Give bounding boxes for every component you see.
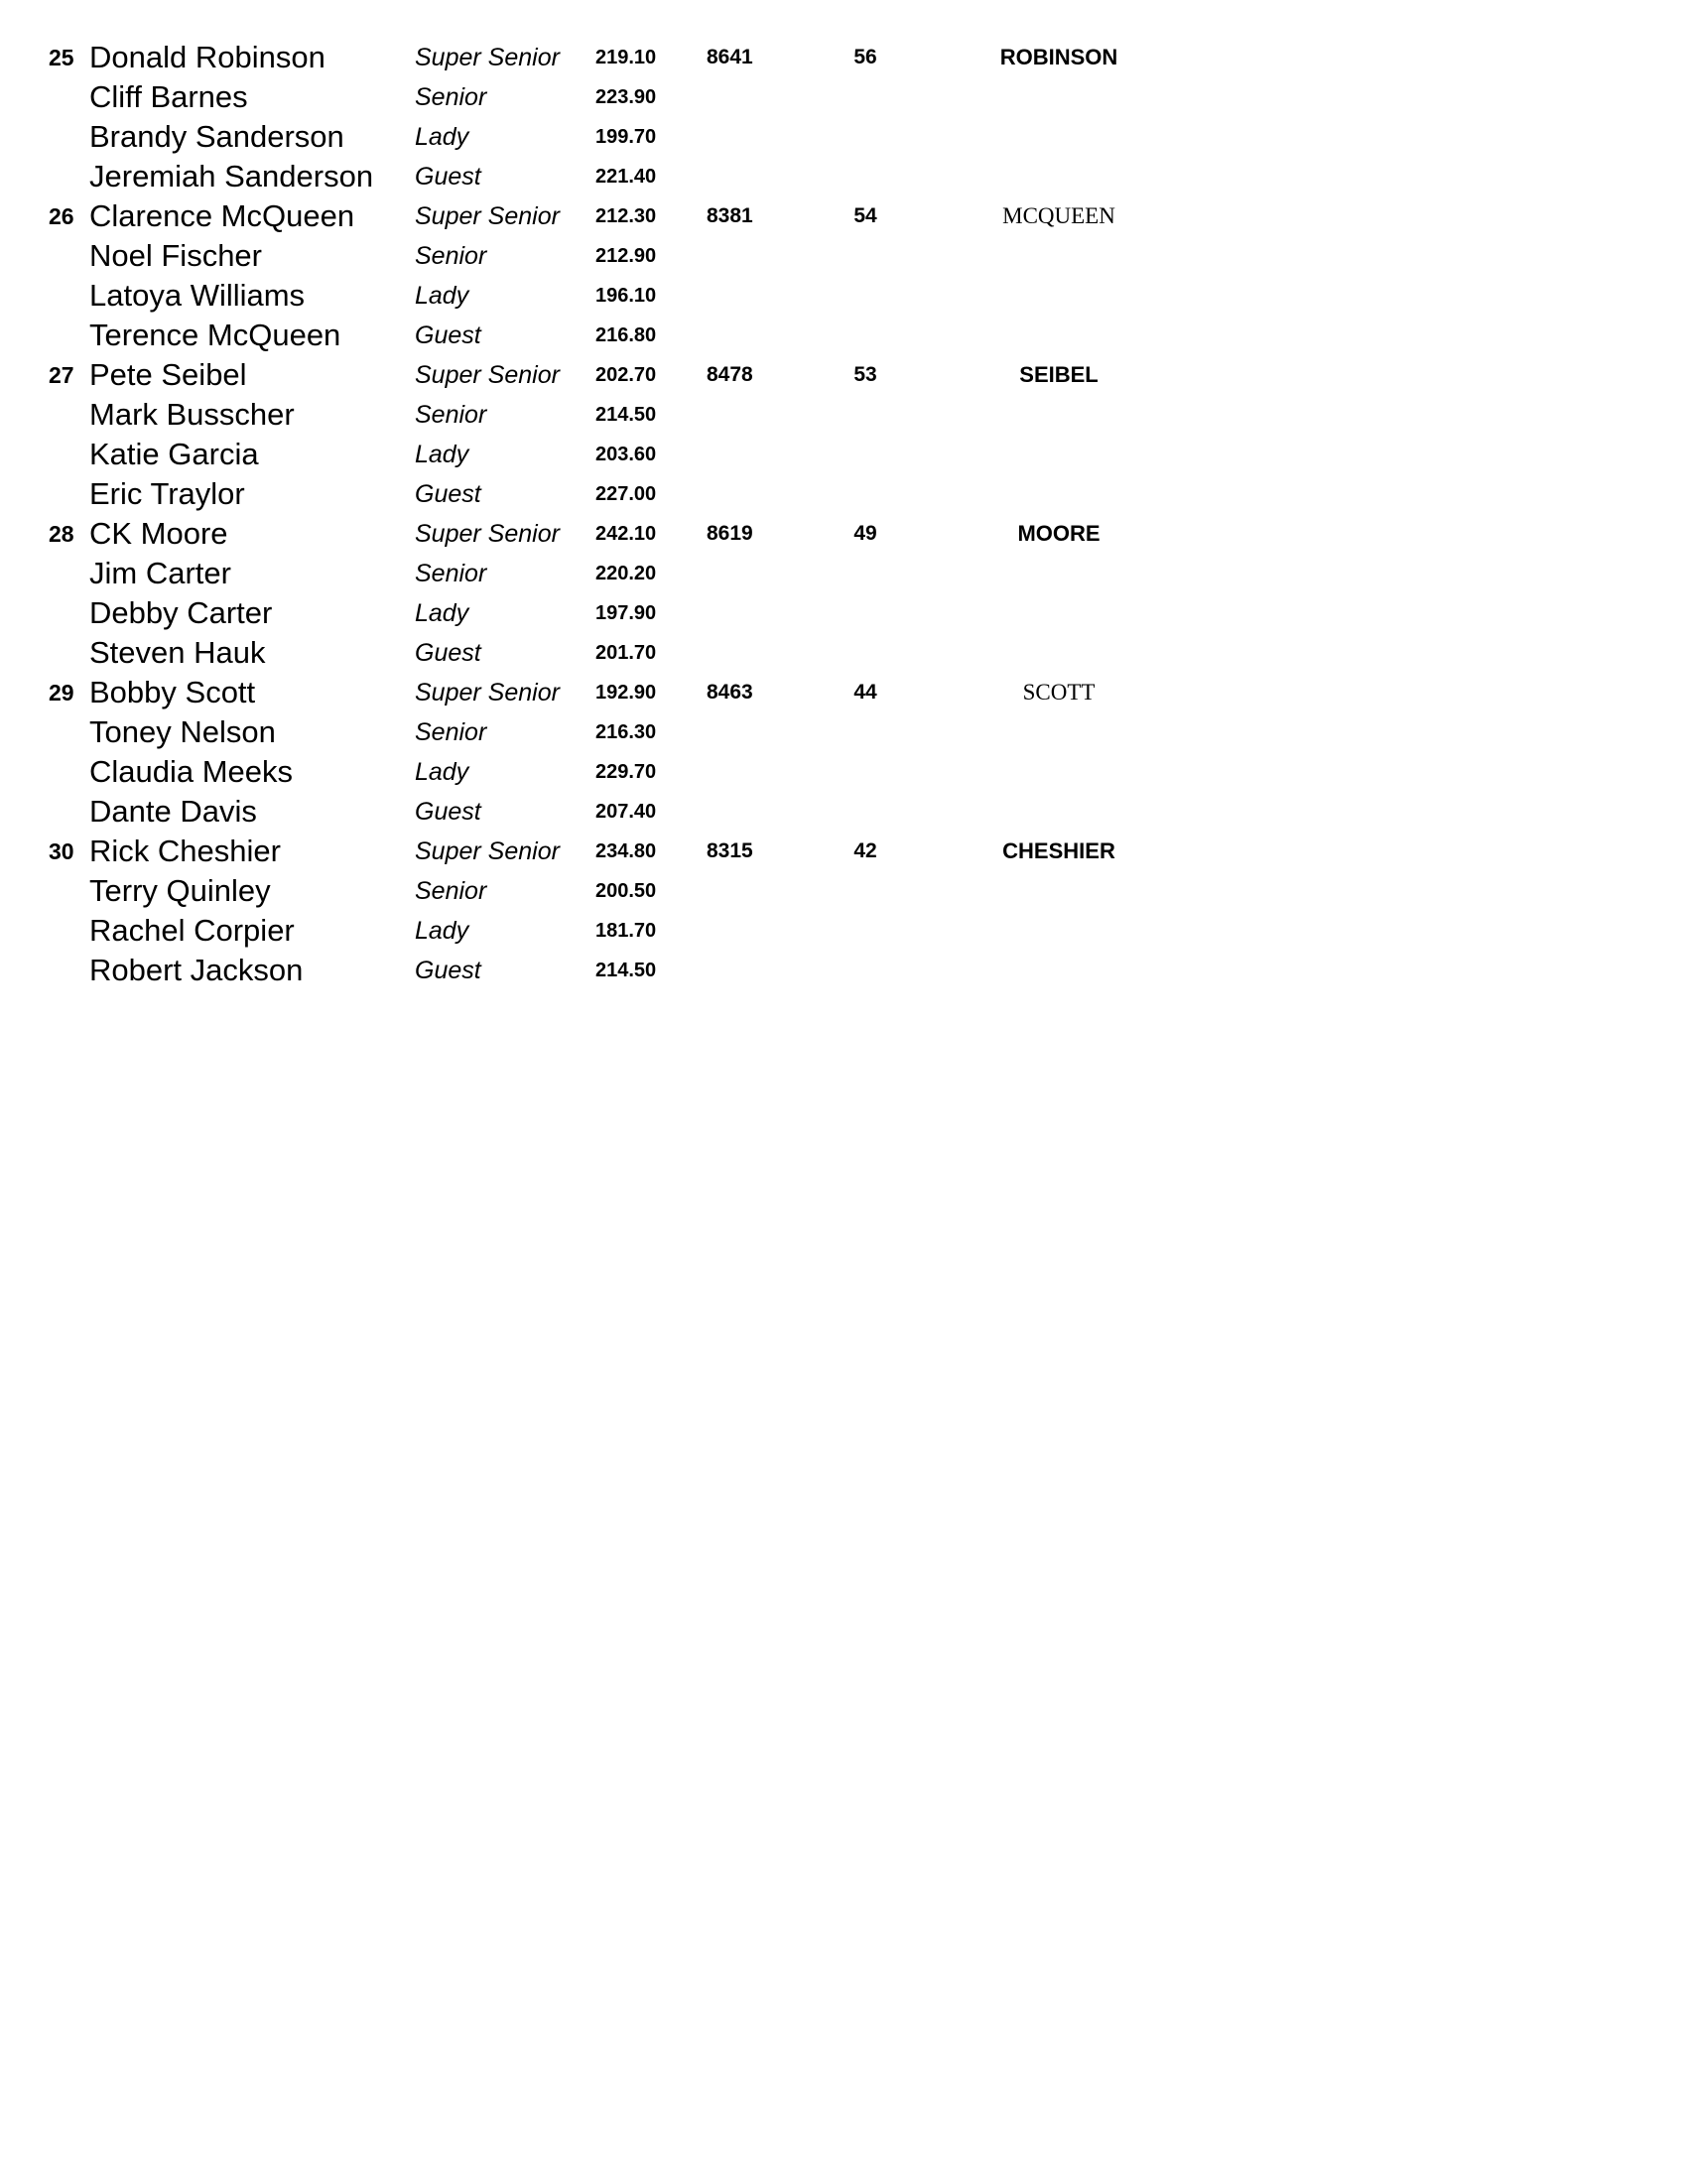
player-category: Guest bbox=[415, 957, 481, 984]
player-row bbox=[0, 236, 1688, 276]
team-rank: 25 bbox=[49, 45, 74, 70]
player-row bbox=[0, 911, 1688, 951]
player-row bbox=[0, 871, 1688, 911]
player-score: 212.90 bbox=[595, 245, 657, 267]
player-row bbox=[0, 752, 1688, 792]
team-rank: 26 bbox=[49, 203, 74, 229]
player-row bbox=[0, 474, 1688, 514]
player-row bbox=[0, 792, 1688, 832]
player-name: CK Moore bbox=[89, 516, 228, 551]
player-row bbox=[0, 117, 1688, 157]
player-name: Noel Fischer bbox=[89, 238, 262, 273]
team-row bbox=[0, 196, 1688, 236]
team-row bbox=[0, 673, 1688, 712]
player-name: Latoya Williams bbox=[89, 278, 306, 313]
player-name: Dante Davis bbox=[89, 794, 257, 829]
player-score: 214.50 bbox=[595, 404, 657, 426]
player-category: Super Senior bbox=[415, 202, 560, 230]
player-category: Super Senior bbox=[415, 679, 560, 707]
team-points: 42 bbox=[853, 839, 877, 862]
player-name: Robert Jackson bbox=[89, 953, 304, 987]
player-row bbox=[0, 157, 1688, 196]
team-total: 8463 bbox=[707, 681, 753, 704]
player-category: Guest bbox=[415, 163, 481, 191]
player-score: 207.40 bbox=[595, 801, 657, 823]
team-rank: 27 bbox=[49, 362, 74, 388]
player-score: 220.20 bbox=[595, 563, 657, 584]
player-score: 200.50 bbox=[595, 880, 657, 902]
player-category: Lady bbox=[415, 123, 469, 151]
player-row bbox=[0, 593, 1688, 633]
player-category: Guest bbox=[415, 321, 481, 349]
player-score: 214.50 bbox=[595, 960, 657, 981]
team-points: 44 bbox=[853, 681, 877, 704]
player-score: 212.30 bbox=[595, 205, 657, 227]
player-name: Mark Busscher bbox=[89, 397, 295, 432]
player-category: Senior bbox=[415, 401, 487, 429]
player-row bbox=[0, 316, 1688, 355]
player-category: Guest bbox=[415, 480, 481, 508]
player-category: Guest bbox=[415, 639, 481, 667]
player-score: 199.70 bbox=[595, 126, 657, 148]
player-score: 216.30 bbox=[595, 721, 657, 743]
player-score: 203.60 bbox=[595, 444, 657, 465]
team-points: 49 bbox=[853, 522, 877, 545]
player-name: Eric Traylor bbox=[89, 476, 245, 511]
player-name: Jeremiah Sanderson bbox=[89, 159, 374, 193]
team-name: SCOTT bbox=[1022, 680, 1096, 705]
player-name: Jim Carter bbox=[89, 556, 231, 590]
team-row bbox=[0, 832, 1688, 871]
player-name: Terence McQueen bbox=[89, 318, 341, 352]
player-name: Katie Garcia bbox=[89, 437, 259, 471]
team-name: CHESHIER bbox=[1002, 838, 1115, 863]
team-name: MOORE bbox=[1017, 521, 1101, 546]
player-category: Lady bbox=[415, 599, 469, 627]
player-category: Lady bbox=[415, 282, 469, 310]
player-score: 192.90 bbox=[595, 682, 657, 704]
player-category: Super Senior bbox=[415, 837, 560, 865]
player-name: Bobby Scott bbox=[89, 675, 256, 709]
player-row bbox=[0, 395, 1688, 435]
player-name: Pete Seibel bbox=[89, 357, 247, 392]
player-name: Donald Robinson bbox=[89, 40, 325, 74]
team-row bbox=[0, 355, 1688, 395]
player-score: 242.10 bbox=[595, 523, 657, 545]
player-category: Super Senior bbox=[415, 44, 560, 71]
player-category: Lady bbox=[415, 441, 469, 468]
player-score: 201.70 bbox=[595, 642, 657, 664]
player-name: Terry Quinley bbox=[89, 873, 271, 908]
team-total: 8478 bbox=[707, 363, 753, 386]
team-name: SEIBEL bbox=[1019, 362, 1099, 387]
player-name: Rick Cheshier bbox=[89, 834, 281, 868]
player-score: 219.10 bbox=[595, 47, 657, 68]
player-row bbox=[0, 712, 1688, 752]
team-name: ROBINSON bbox=[999, 45, 1118, 69]
player-row bbox=[0, 276, 1688, 316]
team-points: 54 bbox=[853, 204, 877, 227]
player-score: 181.70 bbox=[595, 920, 657, 942]
team-points: 53 bbox=[853, 363, 877, 386]
player-category: Senior bbox=[415, 560, 487, 587]
player-score: 229.70 bbox=[595, 761, 657, 783]
player-category: Super Senior bbox=[415, 520, 560, 548]
player-row bbox=[0, 951, 1688, 990]
player-score: 234.80 bbox=[595, 840, 657, 862]
team-rank: 30 bbox=[49, 838, 74, 864]
player-category: Senior bbox=[415, 718, 487, 746]
player-score: 216.80 bbox=[595, 324, 657, 346]
player-name: Debby Carter bbox=[89, 595, 273, 630]
team-rank: 28 bbox=[49, 521, 74, 547]
player-row bbox=[0, 633, 1688, 673]
player-score: 197.90 bbox=[595, 602, 657, 624]
player-name: Claudia Meeks bbox=[89, 754, 294, 789]
team-rank: 29 bbox=[49, 680, 74, 706]
player-row bbox=[0, 554, 1688, 593]
team-total: 8315 bbox=[707, 839, 753, 862]
player-score: 196.10 bbox=[595, 285, 657, 307]
player-row bbox=[0, 435, 1688, 474]
player-name: Clarence McQueen bbox=[89, 198, 355, 233]
player-score: 227.00 bbox=[595, 483, 657, 505]
team-name: MCQUEEN bbox=[1002, 203, 1115, 228]
player-score: 221.40 bbox=[595, 166, 657, 188]
player-category: Guest bbox=[415, 798, 481, 826]
player-name: Toney Nelson bbox=[89, 714, 276, 749]
player-name: Cliff Barnes bbox=[89, 79, 248, 114]
player-name: Rachel Corpier bbox=[89, 913, 295, 948]
team-row bbox=[0, 38, 1688, 77]
player-row bbox=[0, 77, 1688, 117]
team-total: 8641 bbox=[707, 46, 753, 68]
player-category: Senior bbox=[415, 877, 487, 905]
player-category: Lady bbox=[415, 758, 469, 786]
player-score: 223.90 bbox=[595, 86, 657, 108]
team-row bbox=[0, 514, 1688, 554]
player-category: Senior bbox=[415, 83, 487, 111]
team-points: 56 bbox=[853, 46, 877, 68]
team-total: 8381 bbox=[707, 204, 753, 227]
team-total: 8619 bbox=[707, 522, 753, 545]
player-score: 202.70 bbox=[595, 364, 657, 386]
player-name: Steven Hauk bbox=[89, 635, 266, 670]
player-category: Senior bbox=[415, 242, 487, 270]
player-category: Lady bbox=[415, 917, 469, 945]
player-name: Brandy Sanderson bbox=[89, 119, 344, 154]
player-category: Super Senior bbox=[415, 361, 560, 389]
